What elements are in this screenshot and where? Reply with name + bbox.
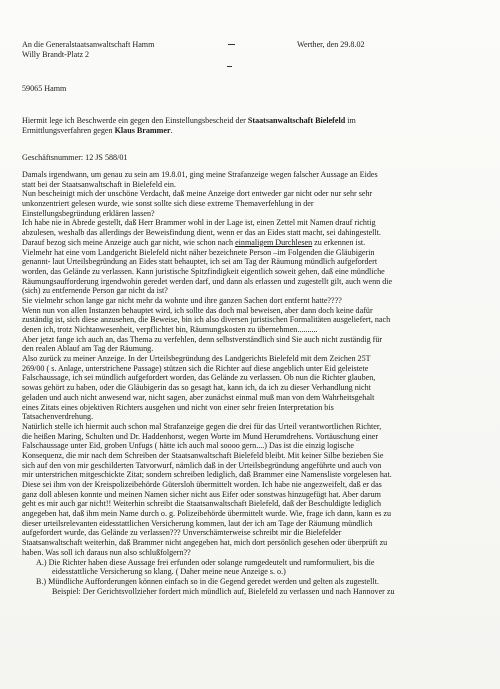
- body-line: mir unterstrichen mitgeschickte Zitat; sondern schreiben lediglich, daß Brammer eine Namensliste vorgelesen hat.: [22, 470, 392, 480]
- body-line: ganz doll ablesen konnte und meinen Namen sicher nicht aus Eifer oder sonstwas hinzugefügt hat. Aber darum: [22, 489, 381, 499]
- body-line: 269/00 ( s. Anlage, unterstrichene Passage) stützen sich die Richter auf diese angeblich unter Eid geleistete: [22, 363, 369, 373]
- list-text: Die Richter haben diese Aussage frei erfunden oder solange rumgedeutelt und rumformuliert, bis die: [48, 557, 375, 567]
- recipient-address: [22, 40, 154, 59]
- body-line: Vielmehr hat eine vom Landgericht Bielefeld nicht näher bezeichnete Person –im Folgenden die Gläubigerin: [22, 247, 375, 257]
- body-line: Nun bescheinigt mich der unschöne Verdacht, daß meine Anzeige dort entweder gar nicht oder nur sehr sehr: [22, 189, 373, 199]
- reference-number: Geschäftsnummer: 12 JS 588/01: [22, 153, 128, 162]
- place-date: Werther, den 29.8.02: [297, 40, 365, 49]
- body-line: Tatsachenverdrehung.: [22, 412, 94, 422]
- body-line: genannt- laut Urteilsbegründung an Eides statt behauptet, ich sei am Tag der Räumung mündlich aufgefordert: [22, 257, 378, 267]
- pen-mark: [227, 66, 232, 67]
- defendant-name: Klaus Brammer: [114, 125, 171, 135]
- intro-text: im: [345, 116, 356, 125]
- list-item-a-cont: eidesstattliche Versicherung so klang. ( Daher meine neue Anzeige s. o.): [52, 567, 286, 577]
- body-line: Staatsanwaltschaft weiterhin, daß Brammer nicht angegeben hat, mich dort persönlich gesehen oder überprüft zu: [22, 538, 388, 548]
- body-line: Einstellungsbegründung erklären lassen?: [22, 208, 155, 218]
- list-label: B.): [36, 576, 47, 586]
- list-label: A.): [36, 557, 47, 567]
- body-line: statt bei der Staatsanwaltschaft in Bielefeld ein.: [22, 179, 176, 189]
- body-line: Wenn nun von allen Instanzen behauptet wird, ich sollte das doch mal beweisen, aber dann doch keine dafür: [22, 305, 373, 315]
- recipient-line-2: Willy Brandt-Platz 2: [22, 49, 90, 59]
- body-line: Falschaussage, ich sei mündlich aufgefordert worden, das Gelände zu verlassen. Ob nun die Richter glauben,: [22, 373, 376, 383]
- intro-text: Hiermit lege ich Beschwerde ein gegen den Einstellungsbescheid der: [22, 116, 248, 125]
- body-line: worden, das Gelände zu verlassen. Kann juristische Spitzfindigkeit eigentlich soweit gehen, daß eine mündliche: [22, 266, 385, 276]
- body-line: sich auf den von mir geschilderten Tatvorwurf, nämlich daß in der Urteilsbegründung angeführte und auch von: [22, 460, 382, 470]
- body-line: haben. Was soll ich daraus nun also schlußfolgern??: [22, 547, 191, 557]
- body-line: eines Zitats eines objektiven Richters ausgehen und nicht von einer sehr freien Interpretation bis: [22, 402, 334, 412]
- intro-line-1: [22, 116, 356, 126]
- body-line: Konsequenz, die mir nach dem Schreiben der Staatsanwaltschaft Bielefeld bleibt. Mit keiner Silbe bezieben Sie: [22, 450, 384, 460]
- body-line: die heißen Maring, Schulten und Dr. Haddenhorst, wegen Worte im Mund Herumdrehens. Vortäuschung einer: [22, 431, 379, 441]
- body-line: dieser urteilsrelevanten eidesstattlichen Versicherung kommen, laut der ich am Tage der Räumung mündlich: [22, 518, 373, 528]
- body-line: abzulesen, weshalb das allerdings der Beweisfindung dient, wenn er das an Eides statt macht, sei dahingestellt.: [22, 228, 381, 238]
- body-line: zuständig ist, sich diese anzusehen, die Beweise, bin ich also diversen juristischen Formalitäten ausgeliefert, nach: [22, 315, 391, 325]
- body-line: Darauf bezog sich meine Anzeige auch gar nicht, wie schon nach einmaligem Durchlesen zu erkennen ist.: [22, 237, 366, 247]
- list-text: Mündliche Aufforderungen können einfach so in die Gegend geredet werden und gelten als zugestellt.: [48, 576, 379, 586]
- authority-name: Staatsanwaltschaft Bielefeld: [247, 116, 346, 125]
- body-line: angegeben hat, daß ihm mein Name durch o. g. Polizeibehörde übermittelt wurde. Wie, frage ich dann, kann es zu: [22, 509, 392, 519]
- body-line: Räumungsaufforderung irgendwohin geredet werden darf, und dann als erlassen und zugestellt gilt, auch wenn die: [22, 276, 393, 286]
- body-line: (sich) zu entfernende Person gar nicht da ist?: [22, 286, 168, 296]
- intro-line-2: [22, 126, 356, 136]
- recipient-city: 59065 Hamm: [22, 84, 67, 93]
- list-item-b-cont: Beispiel: Der Gerichtsvollzieher fordert mich mündlich auf, Bielefeld zu verlassen und nach Hannover zu: [52, 586, 395, 596]
- body-line: unkonzentriert gelesen wurde, wie sonst sollte sich diese extreme Themaverfehlung in der: [22, 199, 314, 209]
- body-line: Damals irgendwann, um genau zu sein am 19.8.01, ging meine Strafanzeige wegen falscher Aussage an Eides: [22, 170, 378, 179]
- body-line: Diese sei ihm von der Kreispolizeibehörde Gütersloh übermittelt worden. Ich habe nie angezweifelt, daß er das: [22, 480, 382, 489]
- body-line: Natürlich stelle ich hiermit auch schon mal Strafanzeige gegen die drei für das Urteil verantwortlichen Richter,: [22, 421, 382, 431]
- body-line: geht es mir auch gar nicht!! Weiterhin schreibt die Staatsanwaltschaft Bielefeld, daß der Beschuldigte lediglich: [22, 499, 382, 509]
- list-item-a: [22, 558, 395, 568]
- letter-body: [22, 170, 395, 596]
- underlined-phrase: einmaligem Durchlesen: [235, 237, 313, 247]
- body-line: geladen und auch nicht anwesend war, nicht sagen, aber zunächst einmal muß man von dem Wahrheitsgehalt: [22, 392, 375, 402]
- intro-text: Ermittlungsverfahren gegen: [22, 125, 115, 135]
- body-line: Also zurück zu meiner Anzeige. In der Urteilsbegründung des Landgerichts Bielefeld mit dem Zeichen 25T: [22, 354, 371, 364]
- intro-paragraph: [22, 116, 356, 135]
- body-line: Falschaussage unter Eid, groben Unfugs ( hätte ich auch mal soooo gern....) Das ist die einzig logische: [22, 441, 354, 451]
- body-line: Ich habe nie in Abrede gestellt, daß Herr Brammer wohl in der Lage ist, einen Zettel mit Namen drauf richtig: [22, 218, 376, 228]
- intro-text: .: [170, 125, 173, 135]
- recipient-line-1: An die Generalstaatsanwaltschaft Hamm: [22, 40, 155, 49]
- body-line: Aber jetzt fange ich auch an, das Thema zu verfehlen, denn selbstverständlich sind Sie auch nicht zuständig für: [22, 334, 383, 344]
- body-line: aufgefordert wurde, das Gelände zu verlassen??? Unverschämterweise schreibt mir die Bielefelder: [22, 528, 342, 538]
- pen-mark: [228, 44, 235, 45]
- body-line: denen ich, trotz Nichtanwesenheit, verpflichtet bin, Räumungskosten zu übernehmen..........: [22, 325, 318, 334]
- body-line: sowas gehört zu haben, oder die Gläubigerin das so gesagt hat, kann ich, da ich zu dieser Verhandlung nicht: [22, 383, 371, 393]
- body-line: den realen Ablauf am Tag der Räumung.: [22, 344, 154, 354]
- body-line: Sie vielmehr schon lange gar nicht mehr da wohnte und ihre ganzen Sachen dort entfernt hatte????: [22, 295, 342, 305]
- list-item-b: [22, 577, 395, 587]
